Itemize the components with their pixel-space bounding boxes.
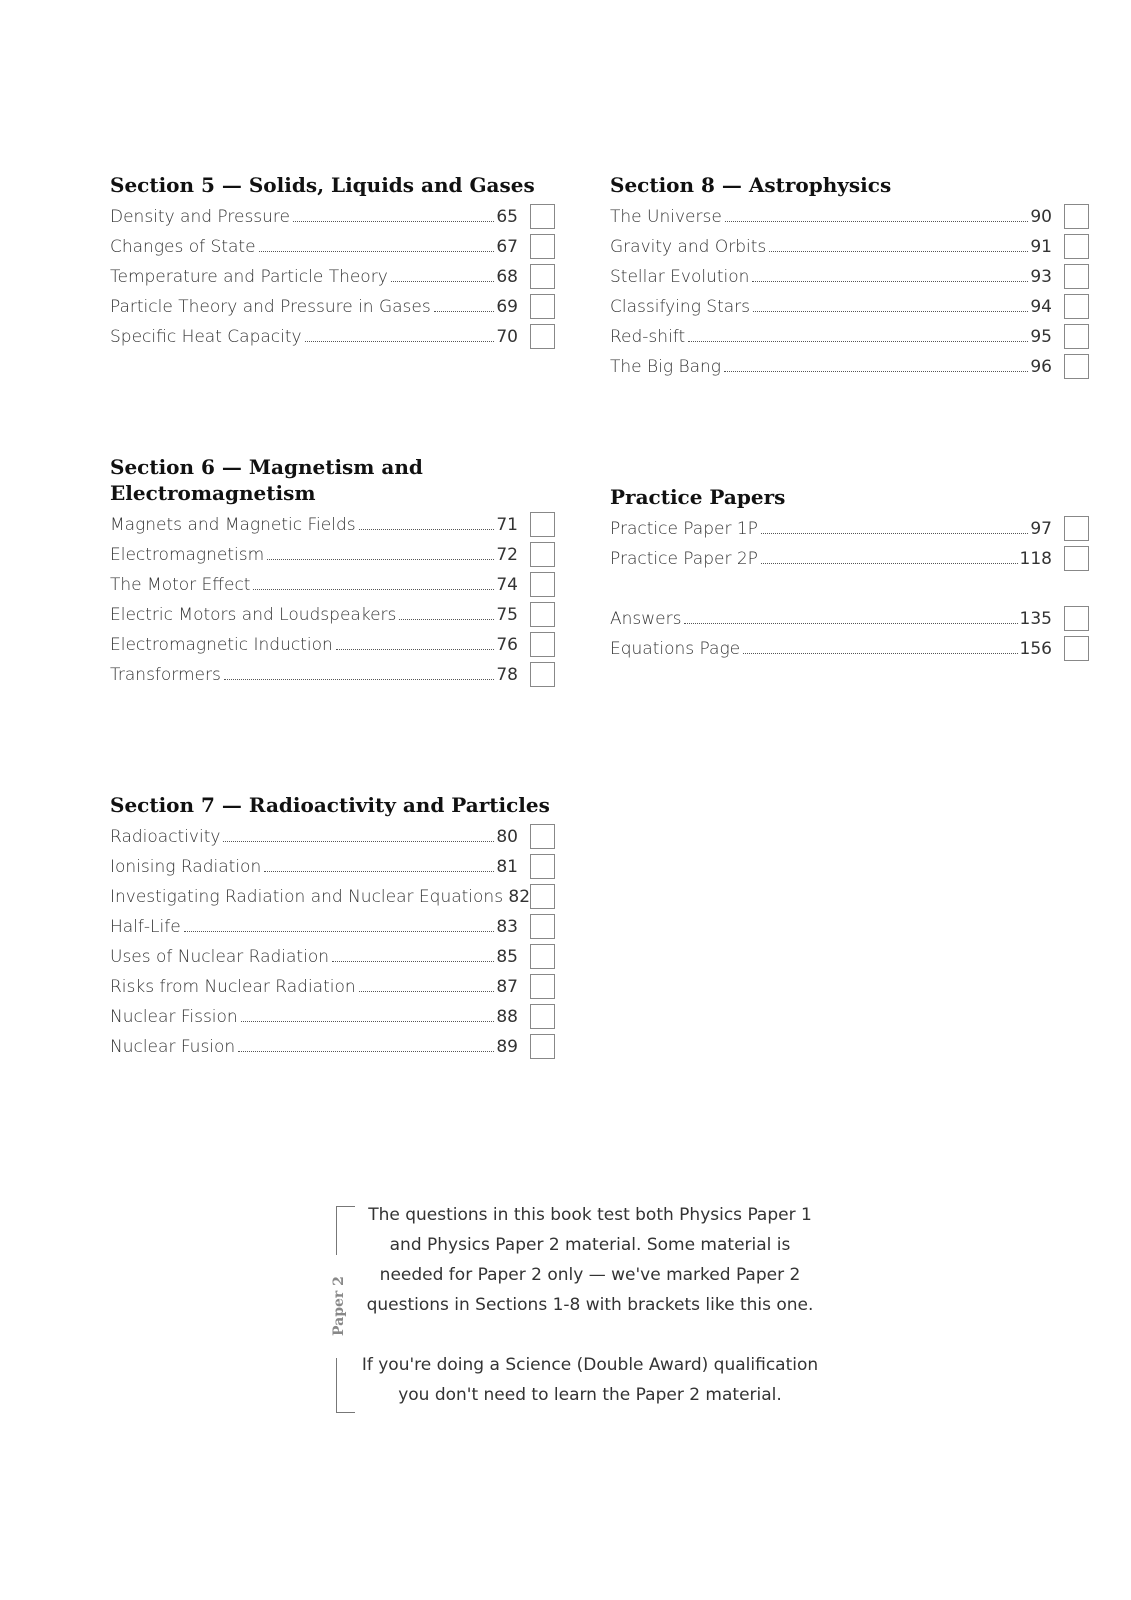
dot-leader	[267, 559, 494, 560]
topic-label: Nuclear Fission	[110, 1007, 238, 1027]
checkbox[interactable]	[530, 234, 555, 259]
toc-entry	[110, 292, 518, 322]
toc-list	[110, 822, 558, 1062]
toc-entry	[610, 604, 1052, 634]
section-title: Section 7 — Radioactivity and Particles	[110, 793, 550, 817]
page-number: 156	[1019, 639, 1052, 659]
toc-entry	[610, 262, 1052, 292]
checkbox[interactable]	[530, 884, 555, 909]
topic-label: Practice Paper 1P	[610, 519, 758, 539]
dot-leader	[391, 281, 494, 282]
page-number: 65	[496, 207, 518, 227]
topic-label: Investigating Radiation and Nuclear Equations	[110, 887, 504, 907]
checkbox[interactable]	[530, 1004, 555, 1029]
dot-leader	[761, 563, 1018, 564]
checkbox[interactable]	[530, 632, 555, 657]
topic-label: Temperature and Particle Theory	[110, 267, 388, 287]
topic-label: Electromagnetic Induction	[110, 635, 333, 655]
section-title: Section 8 — Astrophysics	[610, 173, 892, 197]
dot-leader	[769, 251, 1028, 252]
dot-leader	[224, 679, 494, 680]
topic-label: The Universe	[610, 207, 722, 227]
page-number: 89	[496, 1037, 518, 1057]
toc-entry	[110, 510, 518, 540]
note-line: needed for Paper 2 only — we've marked Paper 2	[379, 1265, 801, 1285]
topic-label: Red-shift	[610, 327, 686, 347]
section-title: Section 6 — Magnetism and Electromagnetism	[110, 455, 423, 505]
note-line: you don't need to learn the Paper 2 material.	[398, 1385, 782, 1405]
dot-leader	[305, 341, 494, 342]
page-number: 85	[496, 947, 518, 967]
section-8	[610, 172, 1092, 382]
note-line: The questions in this book test both Physics Paper 1	[368, 1205, 812, 1225]
checkbox[interactable]	[1064, 324, 1089, 349]
checkbox[interactable]	[1064, 294, 1089, 319]
toc-entry	[610, 514, 1052, 544]
toc-entry	[110, 1032, 518, 1062]
note-line: questions in Sections 1-8 with brackets like this one.	[366, 1295, 814, 1315]
checkbox[interactable]	[1064, 606, 1089, 631]
topic-label: Answers	[610, 609, 682, 629]
toc-list	[610, 202, 1092, 382]
topic-label: Ionising Radiation	[110, 857, 262, 877]
dot-leader	[253, 589, 494, 590]
dot-leader	[184, 931, 494, 932]
toc-entry	[110, 852, 518, 882]
dot-leader	[259, 251, 494, 252]
dot-leader	[264, 871, 494, 872]
checkbox[interactable]	[1064, 516, 1089, 541]
topic-label: Practice Paper 2P	[610, 549, 758, 569]
checkbox[interactable]	[530, 204, 555, 229]
topic-label: Specific Heat Capacity	[110, 327, 302, 347]
checkbox[interactable]	[530, 662, 555, 687]
toc-entry	[110, 630, 518, 660]
extras-list	[610, 604, 1092, 664]
page-number: 97	[1030, 519, 1052, 539]
page-number: 74	[496, 575, 518, 595]
paper2-label: Paper 2	[331, 1276, 347, 1336]
toc-entry	[610, 634, 1052, 664]
section-5	[110, 172, 558, 352]
topic-label: Equations Page	[610, 639, 741, 659]
toc-entry	[110, 600, 518, 630]
page-number: 72	[496, 545, 518, 565]
page-number: 135	[1019, 609, 1052, 629]
toc-entry	[110, 882, 531, 912]
toc-entry	[610, 202, 1052, 232]
page-number: 69	[496, 297, 518, 317]
page-number: 94	[1030, 297, 1052, 317]
toc-list	[610, 514, 1092, 574]
dot-leader	[241, 1021, 494, 1022]
page-number: 83	[496, 917, 518, 937]
dot-leader	[293, 221, 494, 222]
toc-entry	[110, 202, 518, 232]
toc-entry	[110, 822, 518, 852]
dot-leader	[238, 1051, 494, 1052]
dot-leader	[688, 341, 1028, 342]
dot-leader	[684, 623, 1017, 624]
page-number: 81	[496, 857, 518, 877]
checkbox[interactable]	[530, 974, 555, 999]
topic-label: Nuclear Fusion	[110, 1037, 236, 1057]
checkbox[interactable]	[530, 324, 555, 349]
topic-label: Risks from Nuclear Radiation	[110, 977, 356, 997]
topic-label: Magnets and Magnetic Fields	[110, 515, 356, 535]
dot-leader	[752, 281, 1028, 282]
topic-label: Changes of State	[110, 237, 256, 257]
toc-entry	[610, 352, 1052, 382]
dot-leader	[743, 653, 1017, 654]
toc-entry	[110, 322, 518, 352]
page-number: 76	[496, 635, 518, 655]
dot-leader	[761, 533, 1028, 534]
checkbox[interactable]	[1064, 636, 1089, 661]
topic-label: Electric Motors and Loudspeakers	[110, 605, 397, 625]
section-7	[110, 792, 558, 1062]
dot-leader	[359, 991, 494, 992]
checkbox[interactable]	[530, 264, 555, 289]
note-line: and Physics Paper 2 material. Some material is	[389, 1235, 791, 1255]
checkbox[interactable]	[1064, 204, 1089, 229]
dot-leader	[399, 619, 494, 620]
page-number: 91	[1030, 237, 1052, 257]
toc-entry	[110, 540, 518, 570]
page-number: 90	[1030, 207, 1052, 227]
checkbox[interactable]	[530, 512, 555, 537]
topic-label: Half-Life	[110, 917, 181, 937]
page-number: 67	[496, 237, 518, 257]
page-number: 75	[496, 605, 518, 625]
toc-entry	[110, 1002, 518, 1032]
topic-label: Transformers	[110, 665, 221, 685]
toc-entry	[110, 232, 518, 262]
toc-list	[110, 202, 558, 352]
toc-entry	[110, 942, 518, 972]
page-number: 82	[508, 887, 531, 907]
bracket-top	[336, 1206, 355, 1255]
checkbox[interactable]	[530, 542, 555, 567]
toc-entry	[110, 262, 518, 292]
topic-label: Particle Theory and Pressure in Gases	[110, 297, 431, 317]
toc-entry	[110, 570, 518, 600]
topic-label: The Big Bang	[610, 357, 722, 377]
toc-entry	[110, 660, 518, 690]
topic-label: Uses of Nuclear Radiation	[110, 947, 329, 967]
checkbox[interactable]	[1064, 354, 1089, 379]
topic-label: Stellar Evolution	[610, 267, 750, 287]
dot-leader	[434, 311, 494, 312]
topic-label: Electromagnetism	[110, 545, 265, 565]
toc-entry	[110, 912, 518, 942]
note-line: If you're doing a Science (Double Award) qualification	[361, 1355, 819, 1375]
topic-label: Gravity and Orbits	[610, 237, 767, 257]
page-number: 93	[1030, 267, 1052, 287]
dot-leader	[753, 311, 1028, 312]
toc-entry	[610, 544, 1052, 574]
toc-entry	[610, 232, 1052, 262]
practice-papers	[610, 484, 1092, 664]
page-number: 78	[496, 665, 518, 685]
note-text	[360, 1200, 820, 1410]
page-number: 118	[1019, 549, 1052, 569]
checkbox[interactable]	[530, 854, 555, 879]
section-6	[110, 454, 558, 690]
toc-list	[110, 510, 558, 690]
toc-entry	[610, 322, 1052, 352]
checkbox[interactable]	[530, 572, 555, 597]
page-number: 95	[1030, 327, 1052, 347]
toc-entry	[110, 972, 518, 1002]
page-number: 70	[496, 327, 518, 347]
page-number: 87	[496, 977, 518, 997]
dot-leader	[332, 961, 494, 962]
dot-leader	[724, 371, 1028, 372]
checkbox[interactable]	[1064, 264, 1089, 289]
dot-leader	[359, 529, 494, 530]
dot-leader	[223, 841, 494, 842]
toc-entry	[610, 292, 1052, 322]
checkbox[interactable]	[530, 602, 555, 627]
checkbox[interactable]	[530, 944, 555, 969]
section-title: Section 5 — Solids, Liquids and Gases	[110, 173, 535, 197]
page-number: 68	[496, 267, 518, 287]
topic-label: The Motor Effect	[110, 575, 251, 595]
checkbox[interactable]	[530, 1034, 555, 1059]
page-number: 96	[1030, 357, 1052, 377]
checkbox[interactable]	[530, 294, 555, 319]
page-number: 71	[496, 515, 518, 535]
page-number: 88	[496, 1007, 518, 1027]
page-number: 80	[496, 827, 518, 847]
bracket-bottom	[336, 1358, 355, 1413]
topic-label: Density and Pressure	[110, 207, 291, 227]
checkbox[interactable]	[1064, 546, 1089, 571]
section-title: Practice Papers	[610, 485, 786, 509]
checkbox[interactable]	[530, 824, 555, 849]
dot-leader	[725, 221, 1028, 222]
checkbox[interactable]	[1064, 234, 1089, 259]
topic-label: Classifying Stars	[610, 297, 751, 317]
checkbox[interactable]	[530, 914, 555, 939]
topic-label: Radioactivity	[110, 827, 221, 847]
dot-leader	[336, 649, 494, 650]
